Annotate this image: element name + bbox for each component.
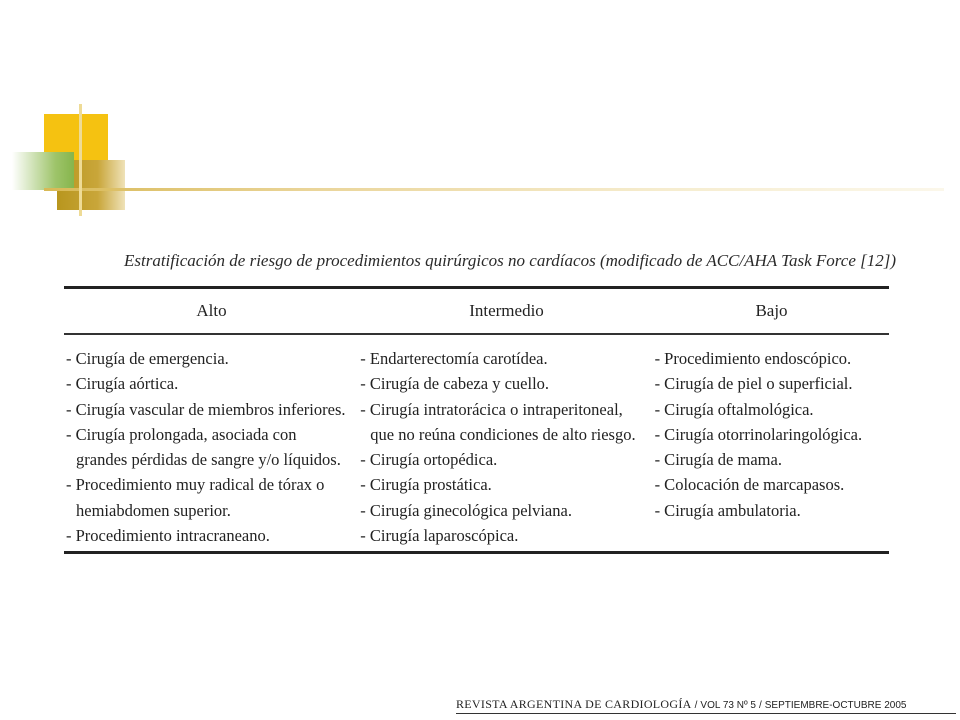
list-item: que no reúna condiciones de alto riesgo. (370, 424, 636, 444)
list-item: - Cirugía ginecológica pelviana. (360, 500, 572, 520)
list-item: - Procedimiento intracraneano. (66, 526, 270, 546)
slide-decoration (0, 0, 960, 230)
list-bajo (655, 346, 889, 523)
list-item: grandes pérdidas de sangre y/o líquidos. (76, 450, 341, 470)
table-bottom-rule (64, 551, 889, 554)
list-item: - Cirugía ambulatoria. (654, 500, 801, 520)
list-item: - Cirugía prolongada, asociada con (66, 424, 297, 444)
list-item: - Cirugía laparoscópica. (360, 526, 519, 546)
header-intermedio: Intermedio (469, 301, 544, 320)
footer-journal: REVISTA ARGENTINA DE CARDIOLOGÍA (456, 697, 692, 711)
list-item: - Cirugía oftalmológica. (654, 399, 814, 419)
cell-intermedio (360, 346, 654, 551)
list-item: - Cirugía ortopédica. (360, 450, 498, 470)
decor-vertical-line (79, 104, 82, 216)
risk-table (64, 286, 889, 554)
list-item: - Colocación de marcapasos. (654, 475, 845, 495)
footer-separator-2: / (758, 700, 762, 711)
footer-volume: VOL 73 Nº 5 (700, 700, 756, 711)
decor-horizontal-line (44, 188, 944, 191)
table-body-row (64, 335, 889, 551)
journal-footer (456, 697, 956, 714)
list-item: - Cirugía vascular de miembros inferiores. (66, 399, 346, 419)
list-item: - Cirugía de mama. (654, 450, 782, 470)
table-header-row (64, 289, 889, 333)
list-item: - Cirugía aórtica. (66, 374, 179, 394)
list-item: - Procedimiento muy radical de tórax o (66, 475, 325, 495)
list-item: - Cirugía prostática. (360, 475, 492, 495)
footer-separator-1: / (694, 700, 698, 711)
list-item: - Cirugía de emergencia. (66, 349, 229, 368)
list-item: hemiabdomen superior. (76, 500, 231, 520)
list-item: - Cirugía otorrinolaringológica. (654, 424, 863, 444)
list-item: - Endarterectomía carotídea. (360, 349, 548, 368)
header-alto: Alto (196, 301, 227, 320)
cell-alto (64, 346, 360, 551)
list-item: - Cirugía de cabeza y cuello. (360, 374, 550, 394)
header-bajo: Bajo (755, 301, 788, 320)
list-intermedio (360, 346, 654, 548)
cell-bajo (655, 346, 889, 551)
list-item: - Cirugía intratorácica o intraperitoneal, (360, 399, 623, 419)
list-alto (66, 346, 360, 548)
list-item: - Procedimiento endoscópico. (654, 349, 852, 368)
list-item: - Cirugía de piel o superficial. (654, 374, 853, 394)
decor-green-square (12, 152, 74, 190)
table-caption: Estratificación de riesgo de procedimientos quirúrgicos no cardíacos (modificado de ACC/AHA Task Force [12]) (124, 251, 897, 270)
footer-date: SEPTIEMBRE-OCTUBRE 2005 (764, 700, 907, 711)
